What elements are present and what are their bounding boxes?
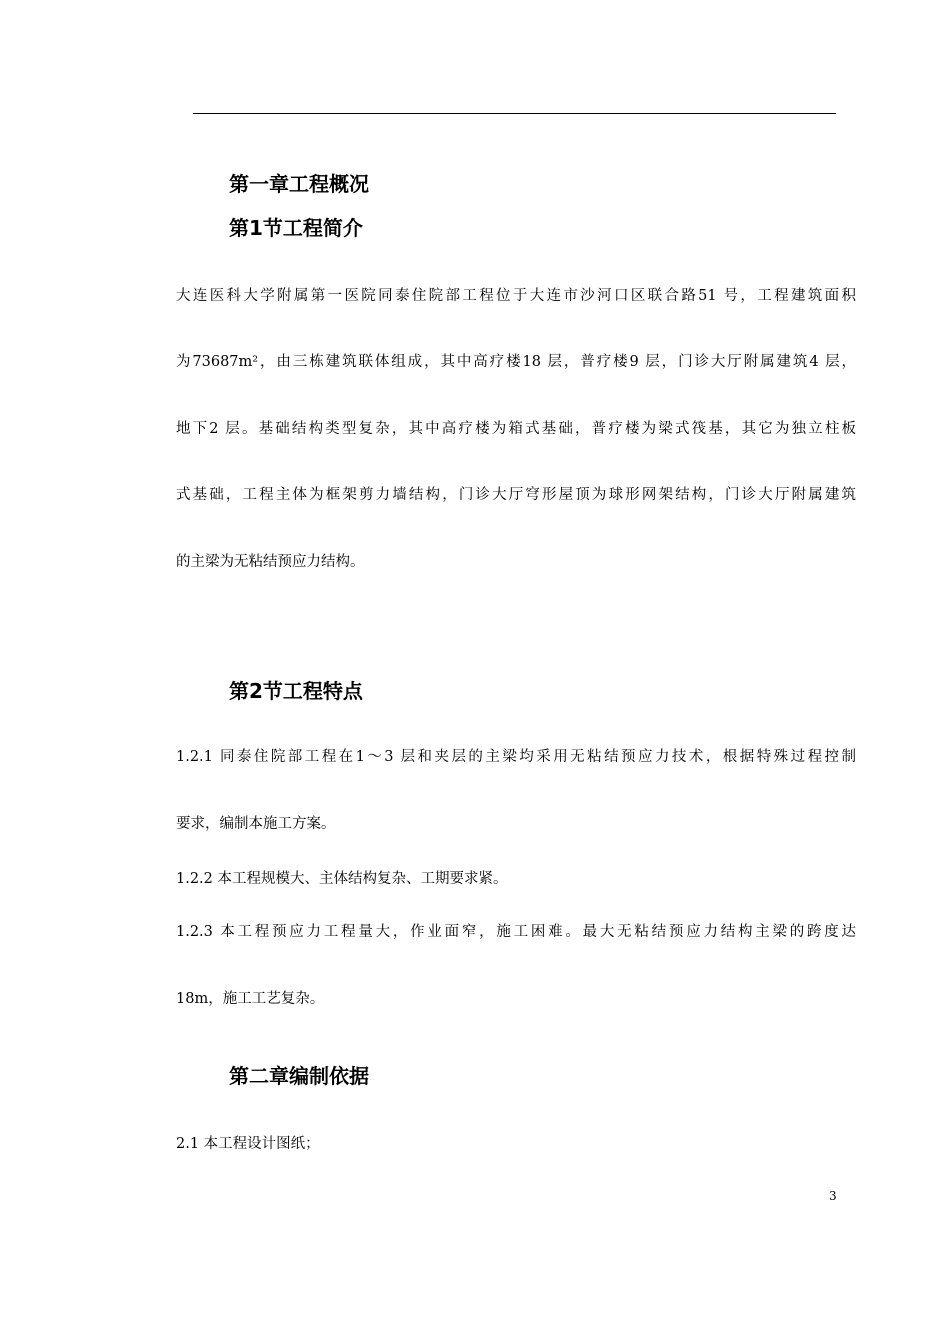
section-1-paragraph-line: 地下2 层。基础结构类型复杂，其中高疗楼为箱式基础，普疗楼为梁式筏基，其它为独立柱板 bbox=[176, 421, 856, 437]
chapter-2-title: 第二章编制依据 bbox=[229, 1064, 369, 1088]
section-1-paragraph-line: 的主梁为无粘结预应力结构。 bbox=[176, 554, 365, 570]
item-1-2-3-line: 18m，施工工艺复杂。 bbox=[176, 991, 325, 1007]
item-1-2-1-line: 1.2.1 同泰住院部工程在1～3 层和夹层的主梁均采用无粘结预应力技术，根据特殊过程控制 bbox=[176, 749, 856, 765]
section-1-paragraph-line: 为73687m²，由三栋建筑联体组成，其中高疗楼18 层，普疗楼9 层，门诊大厅附属建筑4 层， bbox=[176, 354, 856, 370]
page-number: 3 bbox=[829, 1189, 837, 1203]
item-2-1: 2.1 本工程设计图纸； bbox=[176, 1136, 320, 1152]
section-2-title: 第2节工程特点 bbox=[229, 679, 363, 703]
item-1-2-3-line: 1.2.3 本工程预应力工程量大，作业面窄，施工困难。最大无粘结预应力结构主梁的跨度达 bbox=[176, 924, 856, 940]
section-1-title: 第1节工程简介 bbox=[229, 216, 363, 240]
chapter-1-title: 第一章工程概况 bbox=[229, 172, 369, 196]
header-rule bbox=[193, 113, 836, 114]
section-1-paragraph-line: 式基础，工程主体为框架剪力墙结构，门诊大厅穹形屋顶为球形网架结构，门诊大厅附属建筑 bbox=[176, 487, 856, 503]
section-1-paragraph-line: 大连医科大学附属第一医院同泰住院部工程位于大连市沙河口区联合路51 号，工程建筑面积 bbox=[176, 288, 856, 304]
item-1-2-2: 1.2.2 本工程规模大、主体结构复杂、工期要求紧。 bbox=[176, 871, 508, 887]
item-1-2-1-line: 要求，编制本施工方案。 bbox=[176, 816, 336, 832]
